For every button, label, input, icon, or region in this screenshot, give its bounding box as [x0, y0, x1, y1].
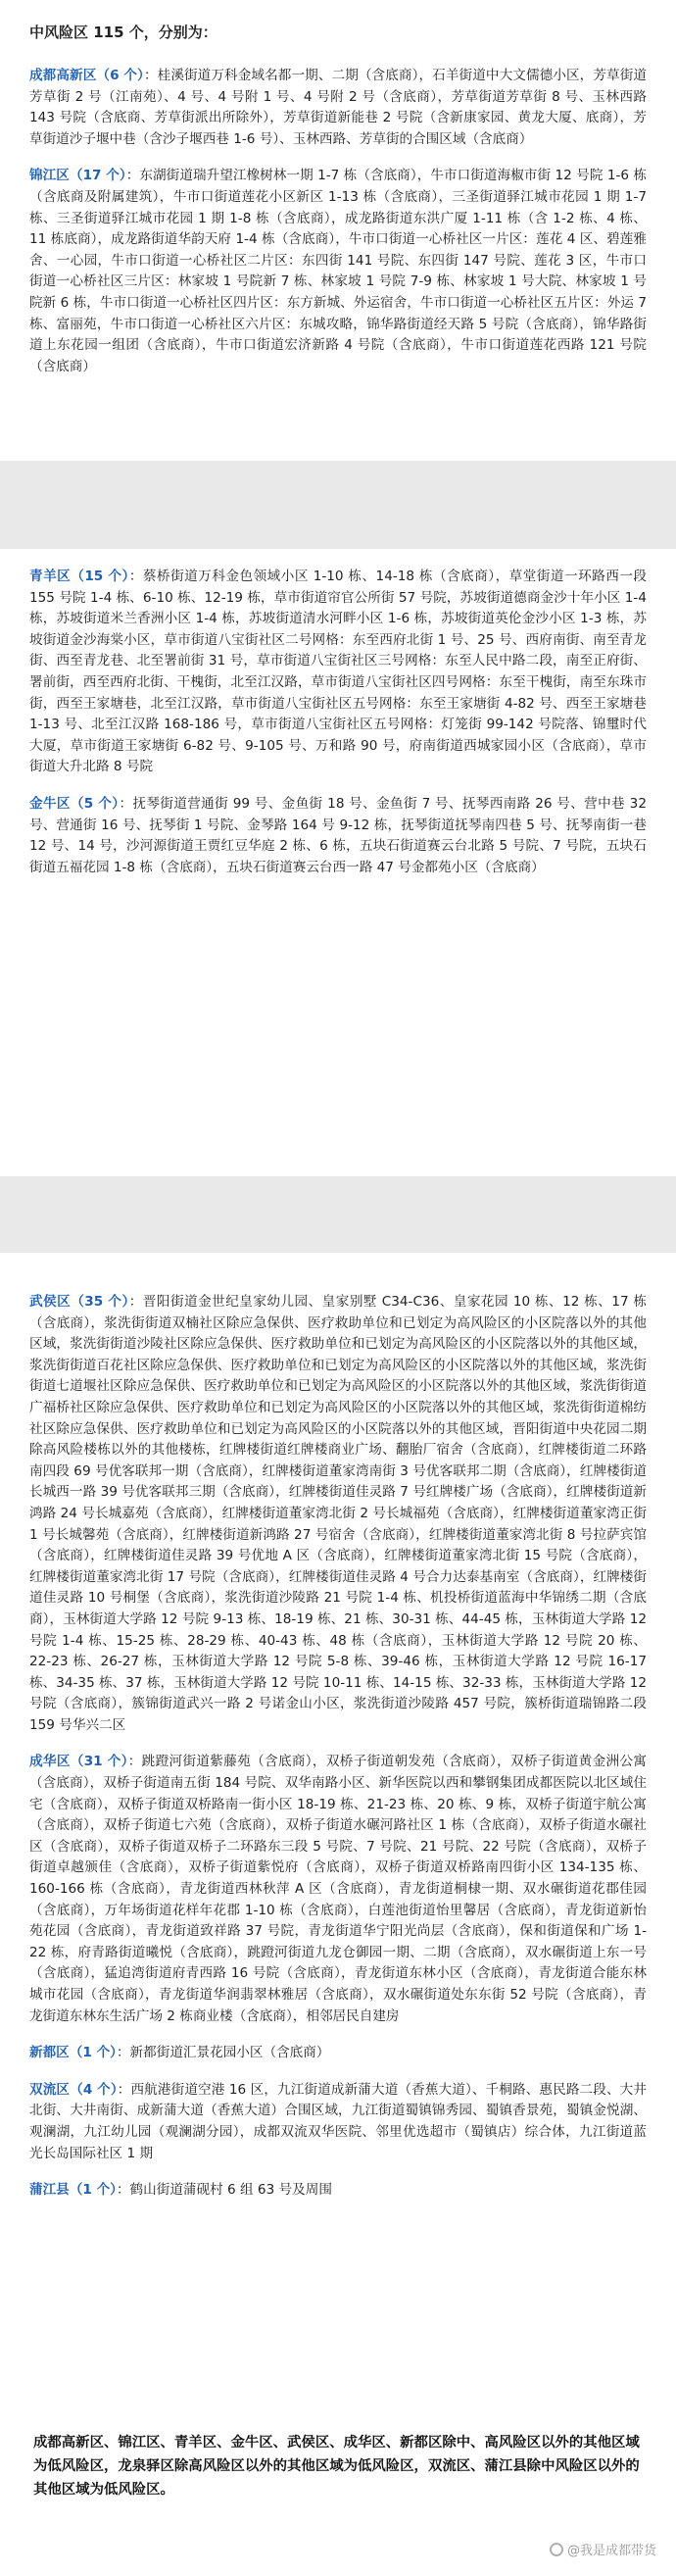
district-paragraph-wuhou: [29, 1292, 647, 1736]
district-paragraph-pujiang: [29, 2180, 647, 2202]
district-paragraph-shuangliu: [29, 2080, 647, 2164]
district-text: ：东湖街道瑞升望江橡树林一期 1-7 栋（含底商），牛市口街道海椒市街 12 号院 1-6 栋（含底商及附属建筑），牛市口街道莲花小区新区 1-13 栋（含底商），三圣街道驿江城市花园 1 期 1-7 栋、三圣街道驿江城市花园 1 期 1-8 栋（含底商），成龙路街道东洪广厦 1-11 栋（含 1-2 栋、4 栋、11 栋底商），成龙路街道华韵天府 1-4 栋（含底商），牛市口街道一心桥社区一片区：莲花 4 区、碧莲雅舍、一心园，牛市口街道一心桥社区二片区：东四街 141 号院、东四街 147 号院、莲花 3 区，牛市口街道一心桥社区三片区：林家坡 1 号院新 7 栋、林家坡 1 号院 7-9 栋、林家坡 1 号大院、林家坡 1 号院新 6 栋，牛市口街道一心桥社区四片区：东方新城、外运宿舍，牛市口街道一心桥社区五片区：外运 7 栋、富丽苑，牛市口街道一心桥社区六片区：东城攻略，锦华路街道经天路 5 号院（含底商），锦华路街道上东花园一组团（含底商），牛市口街道宏济新路 4 号院（含底商），牛市口街道莲花西路 121 号院（含底商）: [29, 168, 647, 374]
document-page-3: [0, 1253, 676, 2576]
weibo-icon: [550, 2543, 563, 2556]
district-paragraph-gaoxin: [29, 66, 647, 150]
district-text: ：西航港街道空港 16 区，九江街道成新蒲大道（香蕉大道）、千桐路、惠民路二段、大井北街、大井南街、成新蒲大道（香蕉大道）合围区域，九江街道蜀镇锦秀园、蜀镇香景苑，蜀镇金悦湖、观澜湖，九江幼儿园（观澜湖分园），成都双流双华医院、邻里优选超市（蜀镇店）综合体，九江街道蓝光长岛国际社区 1 期: [29, 2081, 647, 2161]
district-text: ：跳蹬河街道紫藤苑（含底商），双桥子街道朝发苑（含底商），双桥子街道黄金洲公寓（含底商），双桥子街道南五街 184 号院、双华南路小区、新华医院以西和攀钢集团成都医院以北区域住宅（含底商），双桥子街道双桥路南一街小区 18-19 栋、21-23 栋、20 栋、9 栋，双桥子街道宇航公寓（含底商），双桥子街道七六苑（含底商），双桥子街道水碾河路社区 1 栋（含底商），双桥子街道水碾社区（含底商），双桥子街道双桥子二环路东三段 5 号院、7 号院、21 号院、22 号院（含底商），双桥子街道卓越颁佳（含底商），双桥子街道紫悦府（含底商），双桥子街道双桥路南四街小区 134-135 栋、160-166 栋（含底商），青龙街道西林秋萍 A 区（含底商），青龙街道桐棣一期、双水碾街道花郡佳园（含底商），万年场街道花样年花郡 1-10 栋（含底商），白莲池街道怡里馨居（含底商），青龙街道新怡苑花园（含底商），青龙街道致祥路 37 号院，青龙街道华宁阳光尚层（含底商），保和街道保和广场 1-22 栋，府青路街道曦悦（含底商），跳蹬河街道九龙仓御园一期、二期（含底商），双水碾街道上东一号（含底商），猛追湾街道府青西路 16 号院（含底商），青龙街道东林小区（含底商），青龙街道合能东林城市花园（含底商），青龙街道华润翡翠林雅居（含底商），双水碾街道处东东街 52 号院（含底商），青龙街道东林东生活广场 2 栋商业楼（含底商），相邻居民自建房: [29, 1754, 647, 2024]
district-name: 锦江区（17 个）: [29, 168, 126, 184]
district-name: 双流区（4 个）: [29, 2081, 118, 2098]
watermark-text: @我是成都带货: [566, 2544, 656, 2558]
district-name: 成都高新区（6 个）: [29, 68, 144, 83]
district-paragraph-chenghua: [29, 1752, 647, 2027]
district-name: 金牛区（5 个）: [29, 795, 120, 812]
sections-part-2: [29, 567, 647, 1174]
watermark: [550, 2540, 656, 2558]
district-name: 成华区（31 个）: [29, 1754, 128, 1770]
district-text: ：鹤山街道蒲砚村 6 组 63 号及周围: [116, 2182, 332, 2199]
district-paragraph-jinjiang: [29, 166, 647, 377]
district-text: ：桂溪街道万科金域名都一期、二期（含底商），石羊街道中大文儒德小区，芳草街道芳草街 2 号（江南苑）、4 号、4 号附 1 号、4 号附 2 号（含底商），芳草街道芳草街 8 号、玉林西路 143 号院（含底商、芳草街派出所除外），芳草街道新能巷 2 号院（含新康家园、黄龙大厦、底商），芳草街道沙子堰中巷（含沙子堰西巷 1-6 号）、玉林西路、芳草街的合围区域（含底商）: [29, 68, 647, 147]
document-page-1: [0, 0, 676, 461]
district-name: 青羊区（15 个）: [29, 569, 129, 584]
sections-part-3: [29, 1292, 647, 2409]
district-text: ：新都街道汇景花园小区（含底商）: [116, 2045, 330, 2061]
district-name: 武侯区（35 个）: [29, 1294, 129, 1310]
district-text: ：晋阳街道金世纪皇家幼儿园、皇家别墅 C34-C36、皇家花园 10 栋、12 栋、17 栋（含底商），浆洗街街道双楠社区除应急保供、医疗救助单位和已划定为高风险区的小区院落以外的其他区域，浆洗街街道沙陵社区除应急保供、医疗救助单位和已划定为高风险区的小区院落以外的其他区域，浆洗街街道百花社区除应急保供、医疗救助单位和已划定为高风险区的小区院落以外的其他区域，浆洗街街道七道堰社区除应急保供、医疗救助单位和已划定为高风险区的小区院落以外的其他区域，浆洗街街道广福桥社区除应急保供、医疗救助单位和已划定为高风险区的小区院落以外的其他区域，浆洗街街道棉纺社区除应急保供、医疗救助单位和已划定为高风险区的小区院落以外的其他区域，晋阳街道中央花园二期除高风险楼栋以外的其他楼栋，红牌楼街道红牌楼商业广场、翻胎厂宿舍（含底商），红牌楼街道二环路南四段 69 号优客联邦一期（含底商），红牌楼街道董家湾南街 3 号优客联邦二期（含底商），红牌楼街道长城西一路 39 号优客联邦三期（含底商），红牌楼街道佳灵路 7 号红牌楼广场（含底商），红牌楼街道新鸿路 24 号长城嘉苑（含底商），红牌楼街道董家湾北街 2 号长城福苑（含底商），红牌楼街道董家湾正街 1 号长城馨苑（含底商），红牌楼街道新鸿路 27 号宿舍（含底商），红牌楼街道董家湾北街 8 号拉萨宾馆（含底商），红牌楼街道佳灵路 39 号优地 A 区（含底商），红牌楼街道董家湾北街 15 号院（含底商），红牌楼街道董家湾北街 17 号院（含底商），红牌楼街道佳灵路 4 号合力达泰基南室（含底商），红牌楼街道佳灵路 10 号桐堡（含底商），浆洗街道沙陵路 21 号院 1-4 栋、机投桥街道蓝海中华锦绣二期（含底商），玉林街道大学路 12 号院 9-13 栋、18-19 栋、21 栋、30-31 栋、44-45 栋，玉林街道大学路 12 号院 1-4 栋、15-25 栋、28-29 栋、40-43 栋、48 栋（含底商），玉林街道大学路 12 号院 20 栋、22-23 栋、26-27 栋，玉林街道大学路 12 号院 5-8 栋、39-46 栋，玉林街道大学路 12 号院 16-17 栋、34-35 栋、37 栋，玉林街道大学路 12 号院 10-11 栋、14-15 栋、32-33 栋，玉林街道大学路 12 号院（含底商），簇锦街道武兴一路 2 号诺金山小区，浆洗街道沙陵路 457 号院，簇桥街道瑞锦路二段 159 号华兴二区: [29, 1294, 647, 1733]
sections-part-1: [29, 66, 647, 461]
district-text: ：抚琴街道营通街 99 号、金鱼街 18 号、金鱼街 7 号、抚琴西南路 26 号、营中巷 32 号、营通街 16 号、抚琴街 1 号院、金琴路 164 号 9-12 栋，抚琴街道抚琴南四巷 5 号、抚琴南街一巷 12 号、14 号，沙河源街道王贾红豆华庭 2 栋、6 栋，五块石街道赛云台北路 5 号院、7 号院，五块石街道五福花园 1-8 栋（含底商），五块石街道赛云台西一路 47 号金都苑小区（含底商）: [29, 795, 647, 875]
district-name: 蒲江县（1 个）: [29, 2182, 117, 2199]
district-text: ：蔡桥街道万科金色领域小区 1-10 栋、14-18 栋（含底商），草堂街道一环路西一段 155 号院 1-4 栋、6-10 栋、12-19 栋，草市街道帘官公所街 57 号院，苏坡街道德商金沙十年小区 1-4 栋，苏坡街道米兰香洲小区 1-4 栋，苏坡街道清水河畔小区 1-6 栋，苏坡街道英伦金沙小区 1-3 栋，苏坡街道金沙海棠小区，草市街道八宝街社区二号网格：东至西府北街 1 号、25 号、西府南街、南至青龙街、西至青龙巷、北至署前街 31 号，草市街道八宝街社区三号网格：东至人民中路二段，南至正府街、署前街，西至西府北街、干槐街，北至江汉路，草市街道八宝街社区四号网格：东至干槐街，南至东珠市街，西至王家塘巷，北至江汉路，草市街道八宝街社区五号网格：东至王家塘街 4-82 号、西至王家塘巷 1-13 号、北至江汉路 168-186 号，草市街道八宝街社区五号网格：灯笼街 99-142 号院落、锦璽时代大厦，草市街道王家塘街 6-82 号、9-105 号、万和路 90 号，府南街道西城家园小区（含底商），草市街道大升北路 8 号院: [29, 569, 647, 775]
document-page-2: [0, 549, 676, 1176]
district-name: 新都区（1 个）: [29, 2045, 117, 2061]
summary-paragraph: 成都高新区、锦江区、青羊区、金牛区、武侯区、成华区、新都区除中、高风险区以外的其他区域为低风险区，龙泉驿区除高风险区以外的其他区域为低风险区，双流区、蒲江县除中风险区以外的其他区域为低风险区。: [33, 2435, 640, 2498]
district-paragraph-jinniu: [29, 794, 647, 878]
district-paragraph-xindu: [29, 2043, 647, 2064]
page-header: 中风险区 115 个，分别为：: [29, 24, 217, 41]
district-paragraph-qingyang: [29, 567, 647, 778]
